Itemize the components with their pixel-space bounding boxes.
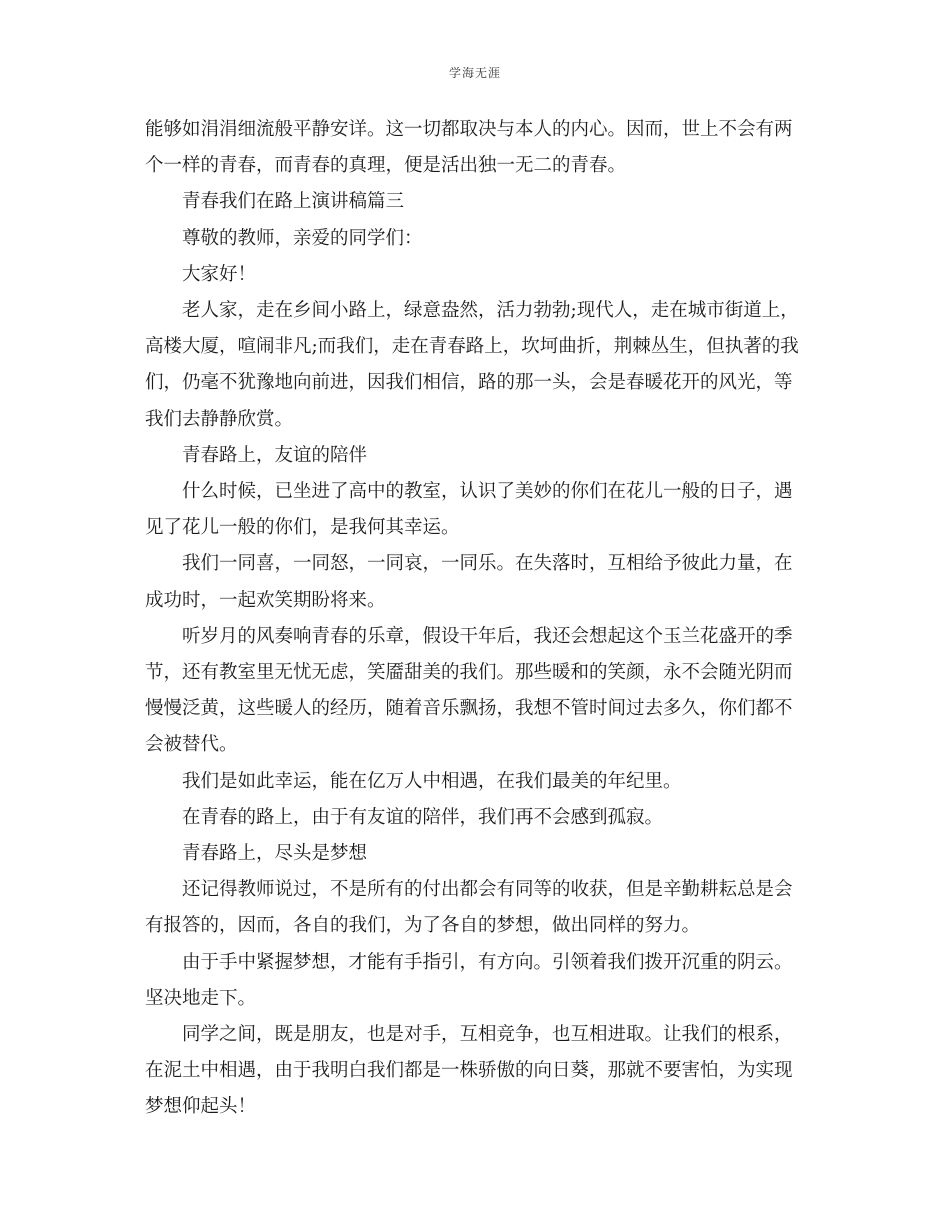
text-line: 青春路上，尽头是梦想	[182, 843, 368, 865]
text-line: 大家好！	[182, 263, 257, 285]
text-line: 同学之间，既是朋友，也是对手，互相竞争，也互相进取。让我们的根系，	[182, 1024, 793, 1046]
text-line: 在泥土中相遇，由于我明白我们都是一株骄傲的向日葵，那就不要害怕，为实现	[145, 1060, 793, 1082]
text-line: 见了花儿一般的你们，是我何其幸运。	[145, 517, 460, 539]
document-body	[145, 112, 810, 1126]
page-header: 学海无涯	[448, 66, 501, 80]
text-line: 听岁月的风奏响青春的乐章，假设干年后，我还会想起这个玉兰花盛开的季	[182, 625, 793, 647]
text-line: 梦想仰起头！	[145, 1096, 257, 1118]
text-line: 我们一同喜，一同怒，一同哀，一同乐。在失落时，互相给予彼此力量，在	[182, 553, 793, 575]
text-line: 在青春的路上，由于有友谊的陪伴，我们再不会感到孤寂。	[182, 806, 664, 828]
text-line: 老人家，走在乡间小路上，绿意盎然，活力勃勃;现代人，走在城市街道上，	[182, 300, 799, 322]
text-line: 由于手中紧握梦想，才能有手指引，有方向。引领着我们拨开沉重的阴云。	[182, 951, 793, 973]
text-line: 会被替代。	[145, 734, 238, 756]
text-line: 什么时候，已坐进了高中的教室，认识了美妙的你们在花儿一般的日子，遇	[182, 481, 793, 503]
text-line: 尊敬的教师，亲爱的同学们：	[182, 227, 423, 249]
text-line: 们，仍毫不犹豫地向前进，因我们相信，路的那一头，会是春暖花开的风光，等	[145, 372, 793, 394]
text-line: 青春我们在路上演讲稿篇三	[182, 191, 405, 213]
text-line: 青春路上，友谊的陪伴	[182, 444, 368, 466]
text-line: 成功时，一起欢笑期盼将来。	[145, 589, 386, 611]
text-line: 我们是如此幸运，能在亿万人中相遇，在我们最美的年纪里。	[182, 770, 682, 792]
text-line: 节，还有教室里无忧无虑，笑靥甜美的我们。那些暖和的笑颜，永不会随光阴而	[145, 662, 793, 684]
text-line: 高楼大厦，喧闹非凡;而我们，走在青春路上，坎坷曲折，荆棘丛生，但执著的我	[145, 336, 799, 358]
text-line: 还记得教师说过，不是所有的付出都会有同等的收获，但是辛勤耕耘总是会	[182, 879, 793, 901]
text-line: 坚决地走下。	[145, 987, 257, 1009]
text-line: 我们去静静欣赏。	[145, 408, 294, 430]
text-line: 能够如涓涓细流般平静安详。这一切都取决与本人的内心。因而，世上不会有两	[145, 119, 793, 140]
text-line: 慢慢泛黄，这些暖人的经历，随着音乐飘扬，我想不管时间过去多久，你们都不	[145, 698, 793, 720]
text-line: 个一样的青春，而青春的真理，便是活出独一无二的青春。	[145, 155, 627, 177]
text-line: 有报答的，因而，各自的我们，为了各自的梦想，做出同样的努力。	[145, 915, 701, 937]
